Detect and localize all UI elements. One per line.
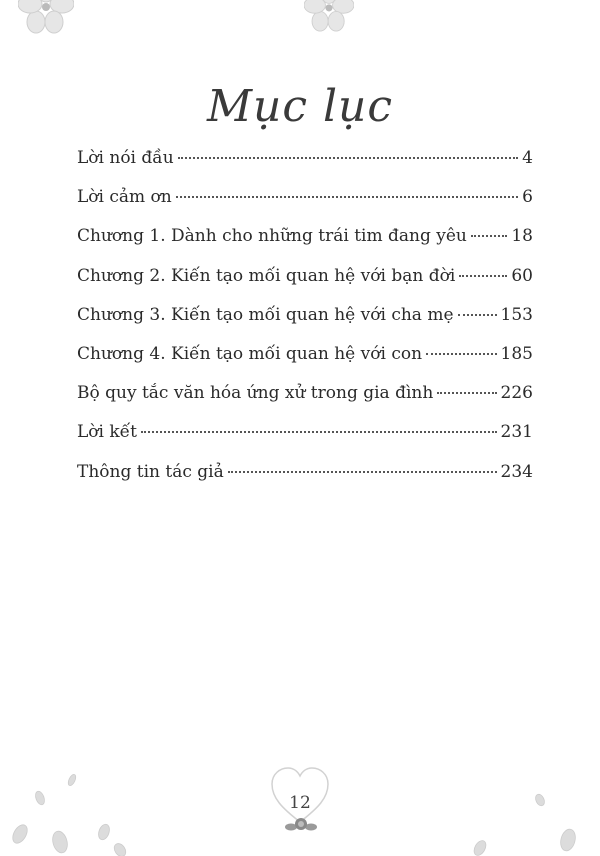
toc-dot-leader <box>437 392 496 394</box>
toc-row <box>77 381 533 420</box>
toc-row <box>77 185 533 224</box>
toc-row <box>77 420 533 459</box>
toc-row <box>77 264 533 303</box>
toc-dot-leader <box>176 196 518 198</box>
flower-decoration-top-left-icon <box>18 0 74 34</box>
toc-entry-page: 153 <box>500 304 533 325</box>
flower-decoration-top-right-icon <box>304 0 354 32</box>
falling-petals-icon <box>0 770 600 856</box>
toc-entry-label: Chương 2. Kiến tạo mối quan hệ với bạn đời <box>77 265 456 286</box>
toc-dot-leader <box>459 275 507 277</box>
toc-entry-page: 18 <box>511 226 533 247</box>
toc-entry-label: Chương 4. Kiến tạo mối quan hệ với con <box>77 343 423 364</box>
toc-row <box>77 303 533 342</box>
toc-entry-label: Bộ quy tắc văn hóa ứng xử trong gia đình <box>77 383 434 404</box>
toc-entry-page: 234 <box>500 461 533 482</box>
toc-entry-label: Chương 1. Dành cho những trái tim đang yêu <box>77 226 467 247</box>
toc-dot-leader <box>141 431 497 433</box>
table-of-contents <box>77 146 533 499</box>
toc-dot-leader <box>458 314 497 316</box>
toc-row <box>77 460 533 499</box>
toc-entry-label: Lời cảm ơn <box>77 187 172 208</box>
toc-dot-leader <box>178 157 519 159</box>
toc-entry-label: Lời kết <box>77 422 137 443</box>
toc-dot-leader <box>426 353 497 355</box>
toc-entry-page: 226 <box>500 383 533 404</box>
toc-entry-page: 4 <box>522 148 533 168</box>
toc-dot-leader <box>471 235 508 237</box>
toc-entry-page: 60 <box>511 265 533 286</box>
toc-dot-leader <box>228 471 497 473</box>
toc-entry-page: 231 <box>500 422 533 443</box>
page-title: Mục lục <box>206 81 394 133</box>
toc-entry-label: Chương 3. Kiến tạo mối quan hệ với cha mẹ <box>77 304 454 325</box>
toc-entry-page: 185 <box>500 343 533 364</box>
page-number: 12 <box>289 793 311 813</box>
toc-entry-page: 6 <box>522 187 533 208</box>
toc-row <box>77 342 533 381</box>
toc-entry-label: Lời nói đầu <box>77 148 174 168</box>
toc-entry-label: Thông tin tác giả <box>77 461 224 482</box>
toc-row <box>77 146 533 185</box>
toc-row <box>77 224 533 263</box>
